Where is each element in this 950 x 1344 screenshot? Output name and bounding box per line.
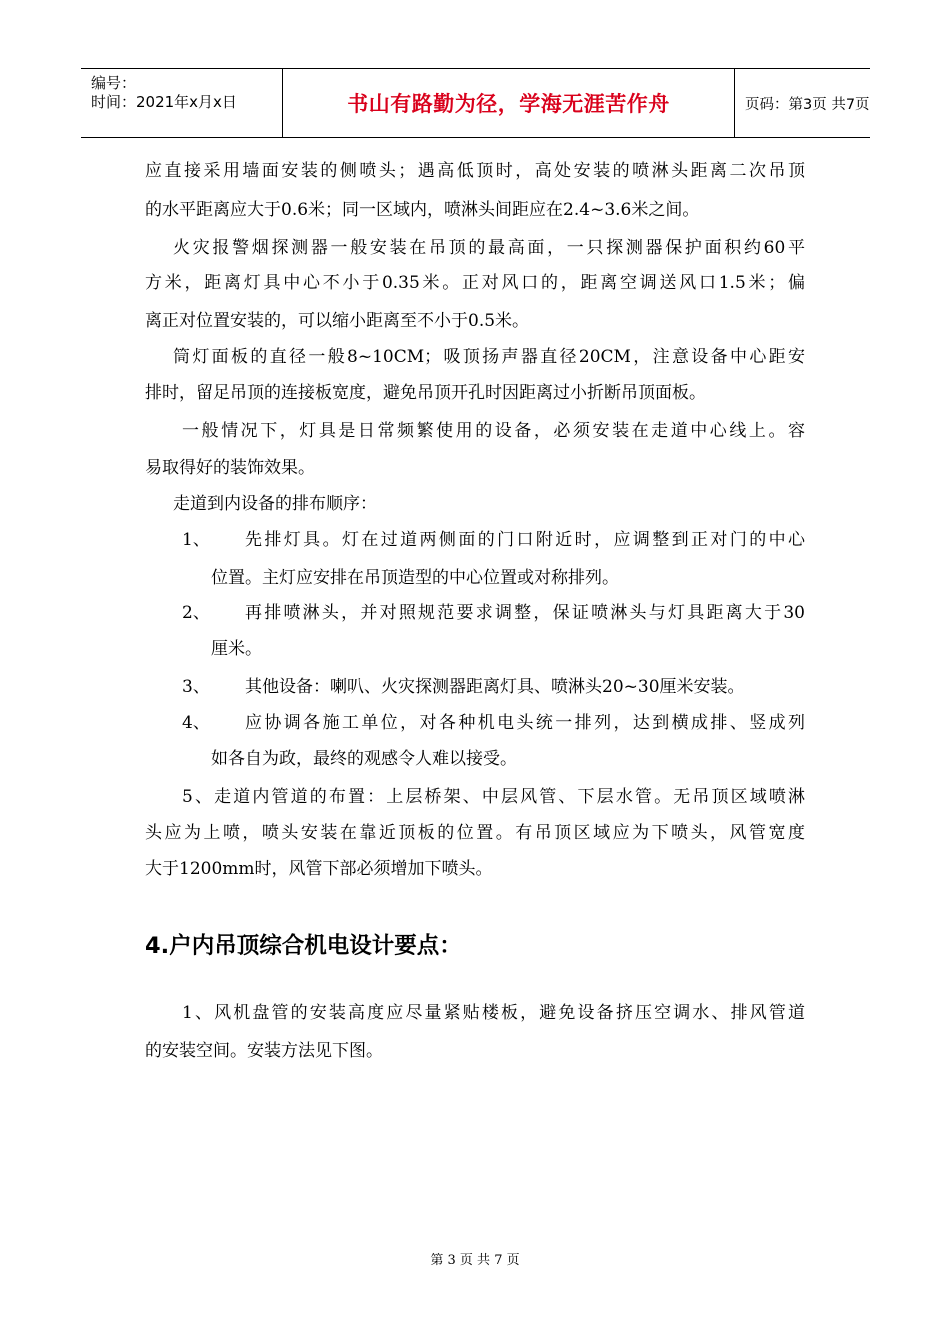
header-date: 时间：2021年x月x日 — [91, 93, 237, 111]
list-number: 1、 — [182, 530, 210, 550]
page-number: 页码：第3页 共7页 — [745, 96, 870, 113]
paragraph-line: 1、风机盘管的安装高度应尽量紧贴楼板，避免设备挤压空调水、排风管道 — [182, 1003, 805, 1023]
paragraph-line: 易取得好的装饰效果。 — [145, 458, 315, 478]
list-item-line: 应协调各施工单位，对各种机电头统一排列，达到横成排、竖成列 — [245, 713, 805, 733]
paragraph-line: 火灾报警烟探测器一般安装在吊顶的最高面，一只探测器保护面积约60平 — [173, 238, 805, 258]
list-item-line: 厘米。 — [211, 639, 262, 659]
list-item-line: 其他设备：喇叭、火灾探测器距离灯具、喷淋头20~30厘米安装。 — [245, 677, 745, 697]
paragraph-line: 筒灯面板的直径一般8~10CM；吸顶扬声器直径20CM，注意设备中心距安 — [173, 347, 805, 367]
paragraph-line: 应直接采用墙面安装的侧喷头；遇高低顶时，高处安装的喷淋头距离二次吊顶 — [145, 161, 805, 181]
page-header — [81, 68, 870, 138]
paragraph-line: 的水平距离应大于0.6米；同一区域内，喷淋头间距应在2.4~3.6米之间。 — [145, 200, 700, 220]
paragraph-line: 一般情况下，灯具是日常频繁使用的设备，必须安装在走道中心线上。容 — [182, 421, 805, 441]
list-number: 2、 — [182, 603, 210, 623]
paragraph-line: 5、走道内管道的布置：上层桥架、中层风管、下层水管。无吊顶区域喷淋 — [182, 787, 805, 807]
section-heading: 4.户内吊顶综合机电设计要点： — [145, 933, 462, 959]
list-item-line: 先排灯具。灯在过道两侧面的门口附近时，应调整到正对门的中心 — [245, 530, 805, 550]
paragraph-line: 走道到内设备的排布顺序： — [173, 494, 377, 514]
paragraph-line: 方米，距离灯具中心不小于0.35米。正对风口的，距离空调送风口1.5米；偏 — [145, 273, 805, 293]
motto: 书山有路勤为径，学海无涯苦作舟 — [347, 92, 670, 116]
serial-number: 编号： — [91, 74, 137, 92]
paragraph-line: 排时，留足吊顶的连接板宽度，避免吊顶开孔时因距离过小折断吊顶面板。 — [145, 383, 706, 403]
header-meta — [81, 69, 282, 137]
list-number: 4、 — [182, 713, 210, 733]
paragraph-line: 离正对位置安装的，可以缩小距离至不小于0.5米。 — [145, 311, 530, 331]
header-page-cell — [735, 69, 870, 137]
page-footer: 第 3 页 共 7 页 — [430, 1253, 520, 1268]
paragraph-line: 头应为上喷，喷头安装在靠近顶板的位置。有吊顶区域应为下喷头，风管宽度 — [145, 823, 805, 843]
list-item-line: 如各自为政，最终的观感令人难以接受。 — [211, 749, 517, 769]
header-motto-cell — [282, 69, 735, 137]
list-item-line: 再排喷淋头，并对照规范要求调整，保证喷淋头与灯具距离大于30 — [245, 603, 805, 623]
list-number: 3、 — [182, 677, 210, 697]
paragraph-line: 大于1200mm时，风管下部必须增加下喷头。 — [145, 859, 493, 879]
list-item-line: 位置。主灯应安排在吊顶造型的中心位置或对称排列。 — [211, 568, 619, 588]
paragraph-line: 的安装空间。安装方法见下图。 — [145, 1041, 383, 1061]
